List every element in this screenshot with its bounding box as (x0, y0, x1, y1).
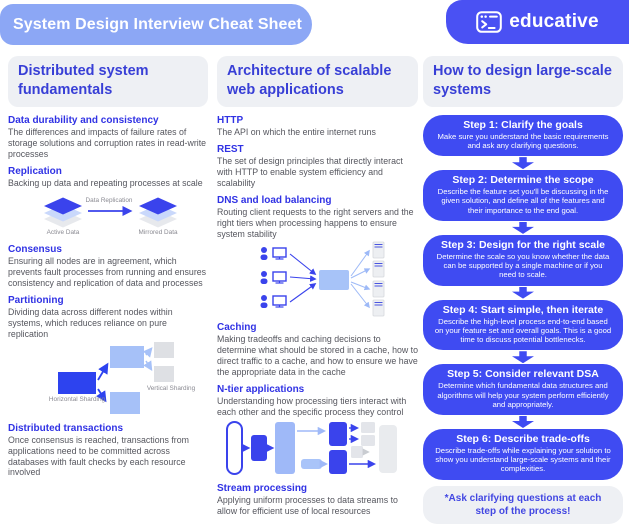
n-tier-diagram (217, 419, 415, 479)
primary-shard-block (58, 372, 96, 394)
mirrored-data-stack-icon (139, 197, 177, 227)
replication-diagram (8, 191, 206, 239)
arrow-down-icon (512, 416, 534, 428)
section-heading: HTTP (217, 114, 244, 126)
section-replication (8, 166, 208, 189)
replication-arrow-label: Data Replication (85, 196, 133, 204)
load-balancer-icon (319, 270, 349, 290)
active-data-stack-icon (44, 197, 82, 227)
client-icon (261, 271, 287, 284)
page-title-text: System Design Interview Cheat Sheet (13, 15, 302, 33)
section-dns-load-balancing (217, 195, 418, 240)
column-how-to-design (423, 56, 623, 524)
clarifying-note: *Ask clarifying questions at each step of the process! (423, 486, 623, 524)
horizontal-sharding-label: Horizontal Sharding (48, 395, 106, 403)
client-icon (261, 295, 287, 308)
step-body: Make sure you understand the basic requirements and ask any clarifying questions. (437, 131, 609, 150)
column-title-architecture: Architecture of scalable web applications (217, 56, 418, 107)
step-title: Step 1: Clarify the goals (463, 118, 583, 131)
horizontal-shard-block (110, 346, 144, 368)
arrow-down-icon (512, 157, 534, 169)
tier-block (329, 422, 347, 446)
arrow-down-icon (512, 222, 534, 234)
partitioning-diagram-art (8, 342, 206, 418)
step-title: Step 3: Design for the right scale (441, 238, 605, 251)
vertical-shard-block (154, 366, 174, 382)
tier-block (379, 425, 397, 473)
tier-block (301, 459, 322, 469)
client-icon (261, 247, 287, 260)
section-heading: Distributed transactions (8, 422, 124, 434)
section-body: The API on which the entire internet runs (217, 126, 376, 137)
arrow-down-icon (512, 351, 534, 363)
step-3-pill (423, 235, 623, 286)
section-heading: REST (217, 143, 244, 155)
tier-block (361, 422, 375, 433)
section-heading: Stream processing (217, 483, 308, 495)
tier-block (361, 435, 375, 446)
section-partitioning (8, 295, 208, 340)
tier-block (227, 422, 242, 474)
server-icon (373, 281, 384, 297)
arrow-down-icon (512, 287, 534, 299)
section-body: Applying uniform processes to data streams to allow for efficient use of local resources (217, 495, 398, 517)
step-4-pill (423, 300, 623, 351)
section-body: Routing client requests to the right servers and the right tiers when processing happens to ensure system stability (217, 206, 414, 239)
step-6-pill (423, 429, 623, 480)
section-heading: Data durability and consistency (8, 114, 159, 126)
section-body: Once consensus is reached, transactions from applications need to be committed across databases with fault checks by each resource involved (8, 434, 189, 478)
vertical-sharding-label: Vertical Sharding (146, 384, 196, 392)
page-title (0, 4, 312, 45)
section-body: Backing up data and repeating processes at scale (8, 177, 203, 188)
brand-badge (446, 0, 629, 44)
server-icon (373, 242, 384, 258)
brand-name: educative (509, 11, 599, 32)
section-heading: DNS and load balancing (217, 194, 332, 206)
step-body: Determine which fundamental data structures and algorithms will help your system perform efficiently and appropriately. (437, 381, 609, 409)
section-caching (217, 322, 418, 378)
step-5-pill (423, 364, 623, 415)
tier-block (329, 450, 347, 474)
step-2-pill (423, 170, 623, 221)
tier-block (275, 422, 295, 474)
section-body: Dividing data across different nodes within systems, which reduces reliance on pure replication (8, 306, 173, 339)
load-balancing-diagram-art (217, 242, 415, 318)
step-body: Determine the scale so you know whether the data can be supported by a single machine or if you need to scale. (436, 251, 610, 280)
tier-block (351, 446, 363, 458)
section-heading: Partitioning (8, 294, 64, 306)
column-architecture (217, 56, 418, 523)
partitioning-diagram (8, 342, 206, 418)
step-title: Step 5: Consider relevant DSA (447, 368, 599, 381)
server-icon (373, 300, 384, 316)
step-title: Step 6: Describe trade-offs (456, 432, 590, 445)
section-heading: Consensus (8, 243, 62, 255)
active-data-label: Active Data (46, 228, 80, 236)
section-consensus (8, 244, 208, 289)
section-heading: Caching (217, 321, 257, 333)
terminal-window-icon (476, 11, 502, 33)
column-title-fundamentals: Distributed system fundamentals (8, 56, 208, 107)
mirrored-data-label: Mirrored Data (138, 228, 178, 236)
section-body: The differences and impacts of failure rates of storage solutions and corruption rates in read-write processes (8, 126, 207, 159)
section-distributed-transactions (8, 423, 208, 479)
step-1-pill (423, 115, 623, 156)
section-data-durability (8, 115, 208, 160)
section-n-tier (217, 384, 418, 418)
section-heading: N-tier applications (217, 383, 305, 395)
tier-block (251, 435, 267, 461)
step-body: Describe the feature set you'll be discussing in the given solution, and define all of the features and their importance to the end goal. (437, 187, 609, 215)
column-title-how-to-design: How to design large-scale systems (423, 56, 623, 107)
server-icon (373, 261, 384, 277)
step-body: Describe the high-level process end-to-end based on your feature set and overall goals. This is a good time to discuss potential bottlenecks. (434, 316, 612, 345)
step-title: Step 2: Determine the scope (452, 174, 594, 187)
step-title: Step 4: Start simple, then iterate (442, 303, 604, 316)
load-balancing-diagram (217, 242, 415, 318)
section-body: Understanding how processing tiers interact with each other and the specific process they control (217, 395, 407, 417)
vertical-shard-block (154, 342, 174, 358)
section-heading: Replication (8, 165, 62, 177)
n-tier-diagram-art (217, 419, 415, 479)
section-http (217, 115, 418, 138)
section-body: Making tradeoffs and caching decisions to determine what should be stored in a cache, how to direct traffic to a cache, and how to ensure we have the appropriate data in the cache (217, 333, 418, 377)
column-fundamentals (8, 56, 208, 484)
section-body: The set of design principles that directly interact with HTTP to enable system efficiency and scalability (217, 155, 403, 188)
step-body: Describe trade-offs while explaining your solution to show you understand large-scale systems and their complexities. (435, 445, 611, 474)
section-body: Ensuring all nodes are in agreement, which prevents fault processes from running and ensures consistency and replication of data and processes (8, 255, 207, 288)
section-stream-processing (217, 483, 418, 517)
section-rest (217, 144, 418, 189)
